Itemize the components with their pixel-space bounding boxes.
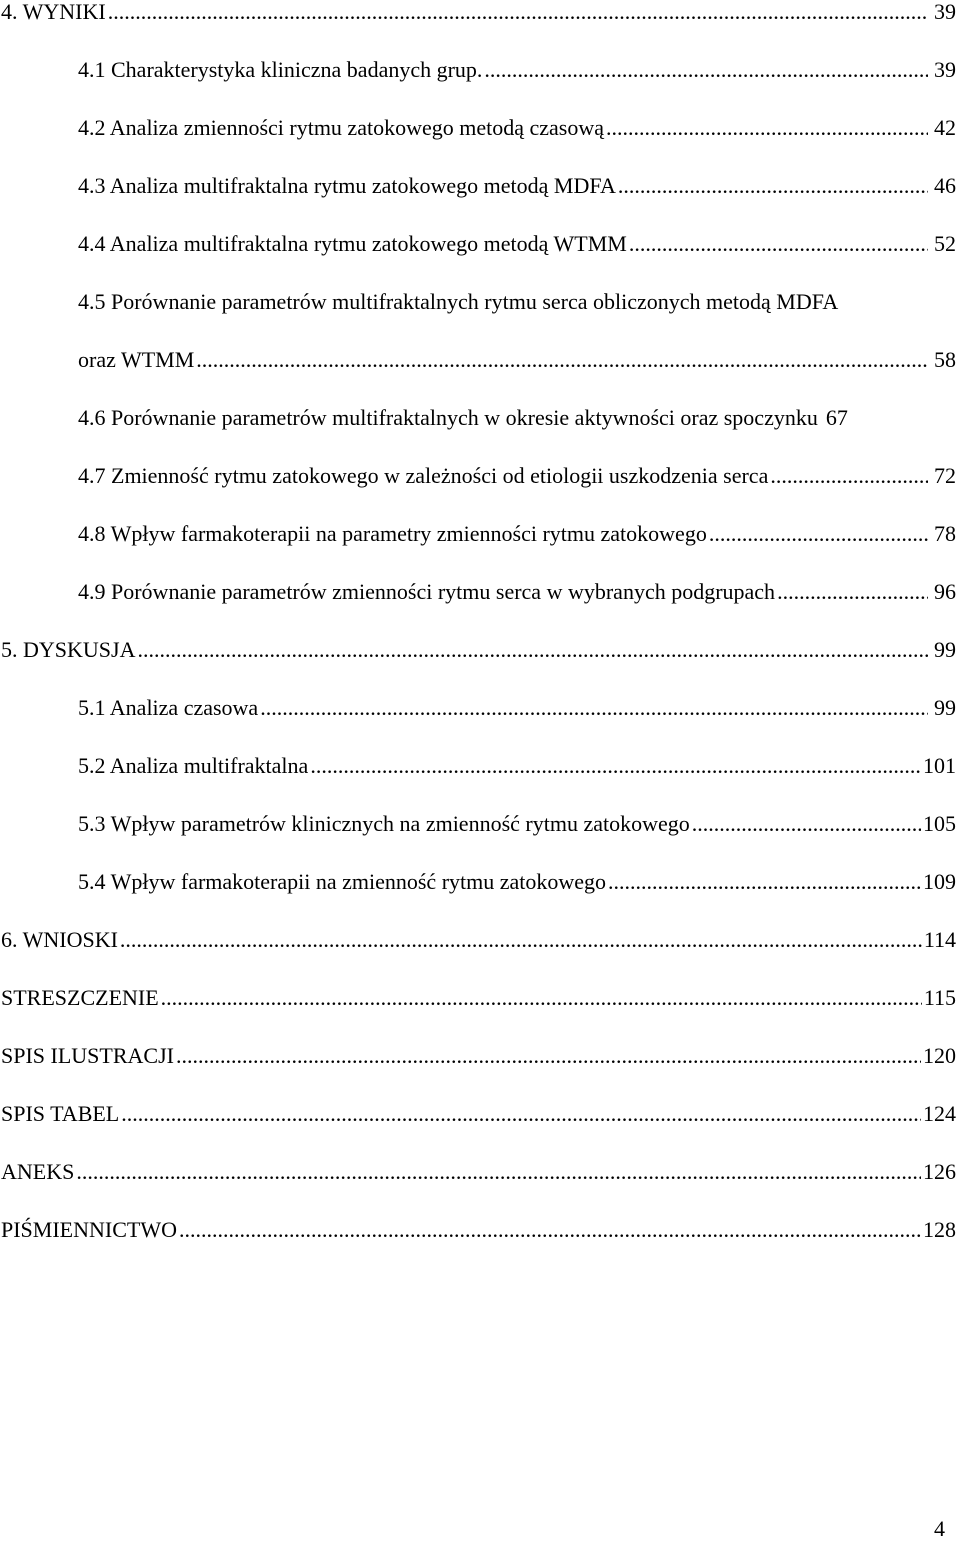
- toc-entry-title: 4.7 Zmienność rytmu zatokowego w zależności od etiologii uszkodzenia serca: [78, 463, 769, 488]
- toc-entry-page: 101: [923, 753, 956, 778]
- toc-entry-title: 4.2 Analiza zmienności rytmu zatokowego metodą czasową: [78, 115, 604, 140]
- toc-entry-spis-ilustracji[interactable]: [1, 1041, 956, 1071]
- toc-entry-page: 126: [923, 1159, 956, 1184]
- toc-entry-page: 124: [923, 1101, 956, 1126]
- toc-entry-4-2[interactable]: [78, 113, 956, 143]
- toc-entry-page: 109: [923, 869, 956, 894]
- toc-entry-4-5[interactable]: [78, 345, 956, 375]
- toc-entry-page: 39: [934, 57, 956, 82]
- toc-entry-5-3[interactable]: [78, 809, 956, 839]
- toc-dot-leader: [260, 693, 928, 723]
- toc-entry-title: STRESZCZENIE: [1, 985, 159, 1010]
- toc-entry-title: SPIS ILUSTRACJI: [1, 1043, 174, 1068]
- toc-entry-5-4[interactable]: [78, 867, 956, 897]
- toc-entry-aneks[interactable]: [1, 1157, 956, 1187]
- toc-dot-leader: [76, 1157, 921, 1187]
- toc-entry-page: 67: [825, 405, 848, 430]
- toc-dot-leader: [120, 925, 922, 955]
- toc-entry-title: 4.4 Analiza multifraktalna rytmu zatokowego metodą WTMM: [78, 231, 627, 256]
- toc-entry-title: 5.4 Wpływ farmakoterapii na zmienność rytmu zatokowego: [78, 869, 607, 894]
- toc-entry-page: 115: [923, 985, 956, 1010]
- toc-entry-title: 5.3 Wpływ parametrów klinicznych na zmienność rytmu zatokowego: [78, 811, 690, 836]
- toc-entry-title: ANEKS: [1, 1159, 75, 1184]
- page-number: 4: [934, 1516, 945, 1541]
- toc-dot-leader: [709, 519, 928, 549]
- toc-entry-title: 6. WNIOSKI: [1, 927, 118, 952]
- toc-entry-title: 5. DYSKUSJA: [1, 637, 136, 662]
- toc-dot-leader: [137, 635, 928, 665]
- toc-entry-title: 4.1 Charakterystyka kliniczna badanych grup.: [78, 57, 483, 82]
- toc-entry-title: 4.8 Wpływ farmakoterapii na parametry zmienności rytmu zatokowego: [78, 521, 707, 546]
- toc-dot-leader: [618, 171, 928, 201]
- toc-entry-4-8[interactable]: [78, 519, 956, 549]
- toc-entry-page: 52: [934, 231, 956, 256]
- toc-entry-title: 5.2 Analiza multifraktalna: [78, 753, 309, 778]
- toc-entry-page: 72: [934, 463, 956, 488]
- toc-entry-streszczenie[interactable]: [1, 983, 956, 1013]
- toc-entry-page: 99: [934, 637, 956, 662]
- toc-entry-page: 42: [934, 115, 956, 140]
- toc-entry-title: 4.6 Porównanie parametrów multifraktalnych w okresie aktywności oraz spoczynku: [78, 405, 818, 430]
- toc-entry-page: 96: [934, 579, 956, 604]
- toc-dot-leader: [179, 1215, 921, 1245]
- toc-entry-4-4[interactable]: [78, 229, 956, 259]
- toc-entry-4-7[interactable]: [78, 461, 956, 491]
- toc-entry-title: 4.9 Porównanie parametrów zmienności rytmu serca w wybranych podgrupach: [78, 579, 776, 604]
- toc-dot-leader: [176, 1041, 921, 1071]
- toc-entry-page: 39: [934, 0, 956, 24]
- toc-entry-page: 105: [923, 811, 956, 836]
- toc-entry-page: 99: [934, 695, 956, 720]
- toc-entry-4-6[interactable]: [78, 403, 956, 433]
- toc-entry-page: 58: [934, 347, 956, 372]
- toc-entry-wnioski[interactable]: [1, 925, 956, 955]
- toc-entry-dyskusja[interactable]: [1, 635, 956, 665]
- toc-entry-4-5-first-line[interactable]: 4.5 Porównanie parametrów multifraktalnych rytmu serca obliczonych metodą MDFA: [78, 289, 839, 314]
- toc-entry-page: 114: [923, 927, 956, 952]
- toc-entry-page: 120: [923, 1043, 956, 1068]
- toc-entry-title: PIŚMIENNICTWO: [1, 1217, 177, 1242]
- toc-entry-title: SPIS TABEL: [1, 1101, 120, 1126]
- toc-entry-4-3[interactable]: [78, 171, 956, 201]
- toc-entry-4-1[interactable]: [78, 55, 956, 85]
- toc-dot-leader: [606, 113, 928, 143]
- toc-dot-leader: [108, 0, 928, 27]
- toc-dot-leader: [196, 345, 928, 375]
- toc-dot-leader: [484, 55, 928, 85]
- toc-entry-5-2[interactable]: [78, 751, 956, 781]
- toc-entry-4-9[interactable]: [78, 577, 956, 607]
- toc-entry-page: 128: [923, 1217, 956, 1242]
- toc-entry-title: oraz WTMM: [78, 347, 195, 372]
- toc-entry-title: 4.3 Analiza multifraktalna rytmu zatokowego metodą MDFA: [78, 173, 616, 198]
- toc-dot-leader: [310, 751, 921, 781]
- toc-dot-leader: [161, 983, 922, 1013]
- toc-dot-leader: [770, 461, 928, 491]
- toc-entry-title: 5.1 Analiza czasowa: [78, 695, 259, 720]
- toc-dot-leader: [121, 1099, 921, 1129]
- toc-dot-leader: [777, 577, 928, 607]
- toc-entry-page: 46: [934, 173, 956, 198]
- toc-entry-title: 4. WYNIKI: [1, 0, 106, 24]
- toc-entry-pismiennictwo[interactable]: [1, 1215, 956, 1245]
- toc-dot-leader: [608, 867, 921, 897]
- toc-entry-wyniki[interactable]: [1, 0, 956, 27]
- toc-entry-5-1[interactable]: [78, 693, 956, 723]
- toc-entry-page: 78: [934, 521, 956, 546]
- toc-dot-leader: [629, 229, 928, 259]
- toc-dot-leader: [692, 809, 921, 839]
- toc-entry-spis-tabel[interactable]: [1, 1099, 956, 1129]
